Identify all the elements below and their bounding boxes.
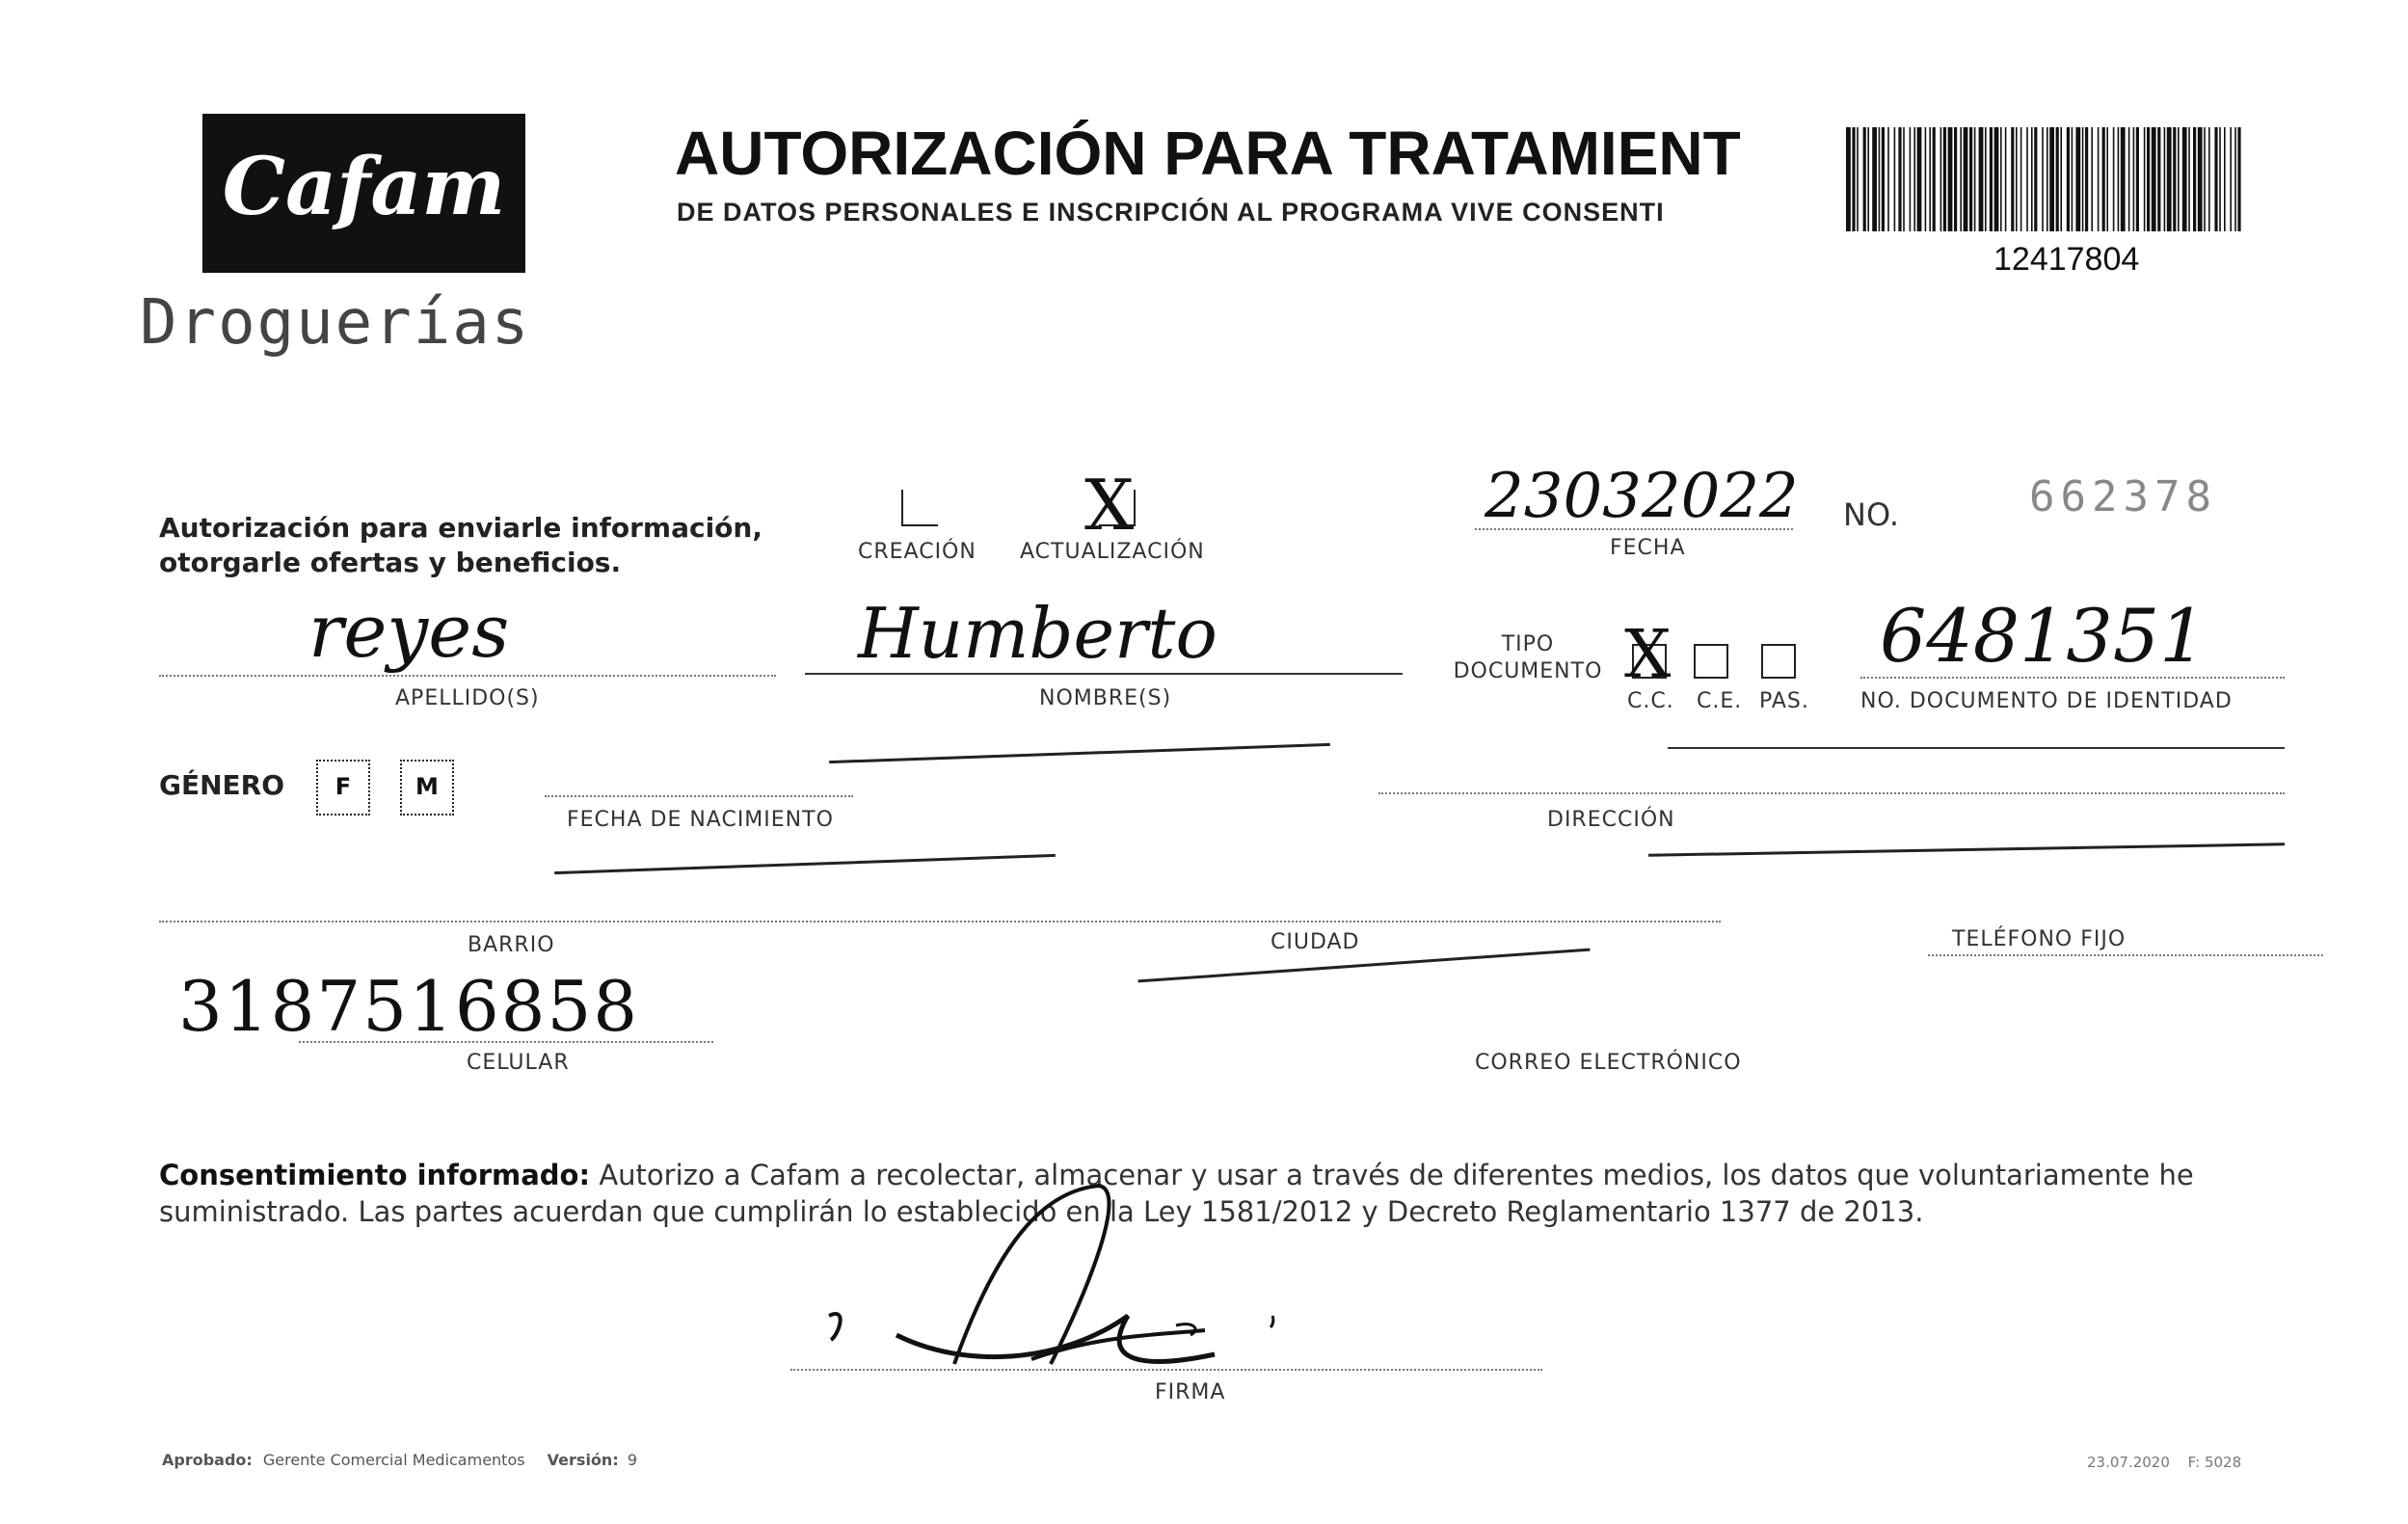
creacion-label: CREACIÓN — [858, 540, 977, 564]
ciudad-underline-stroke — [1137, 949, 1590, 983]
doc-type-pas: PAS. — [1759, 689, 1809, 713]
doc-number-value: 6481351 — [1880, 593, 2207, 679]
consent-heading: Consentimiento informado: — [159, 1159, 591, 1191]
signature-label: FIRMA — [1155, 1380, 1226, 1404]
actualizacion-label: ACTUALIZACIÓN — [1020, 540, 1205, 564]
celular-label: CELULAR — [467, 1051, 570, 1075]
date-code: 23.07.2020 — [2087, 1454, 2170, 1471]
barrio-label: BARRIO — [468, 933, 555, 957]
no-value: 662378 — [2029, 472, 2217, 521]
genero-m-checkbox[interactable] — [400, 760, 454, 815]
doc-number-line — [1860, 677, 2285, 679]
actualizacion-mark: X — [1084, 465, 1135, 546]
genero-f-checkbox[interactable] — [316, 760, 370, 815]
apellido-label: APELLIDO(S) — [395, 686, 540, 710]
nombre-underline-stroke — [829, 743, 1330, 763]
fecha-value: 23032022 — [1485, 461, 1799, 532]
nombre-label: NOMBRE(S) — [1039, 686, 1172, 710]
no-label: NO. — [1843, 496, 1899, 533]
creacion-checkbox[interactable] — [901, 490, 938, 526]
fecha-label: FECHA — [1610, 536, 1686, 560]
signature-line — [790, 1369, 1542, 1371]
page-subtitle: DE DATOS PERSONALES E INSCRIPCIÓN AL PROGRAMA VIVE CONSENTI — [677, 198, 1665, 227]
version-label: Versión: — [547, 1451, 619, 1469]
direccion-underline-stroke — [1648, 842, 2285, 857]
apellido-line — [159, 675, 776, 677]
telefono-label: TELÉFONO FIJO — [1952, 927, 2127, 951]
apellido-value: reyes — [308, 588, 510, 674]
genero-label: GÉNERO — [159, 769, 285, 801]
page-title: AUTORIZACIÓN PARA TRATAMIENT — [675, 119, 1741, 188]
form-code: F: 5028 — [2187, 1454, 2242, 1471]
fecha-underline-stroke — [554, 854, 1056, 874]
doc-type-cc: C.C. — [1627, 689, 1674, 713]
celular-value: 3187516858 — [178, 966, 640, 1047]
footer-codes — [2087, 1454, 2241, 1471]
ciudad-label: CIUDAD — [1271, 930, 1360, 954]
doc-number-label: NO. DOCUMENTO DE IDENTIDAD — [1860, 689, 2233, 713]
ce-checkbox[interactable] — [1694, 644, 1728, 679]
aprobado-label: Aprobado: — [162, 1451, 253, 1469]
aprobado-value: Gerente Comercial Medicamentos — [262, 1451, 525, 1469]
logo-text: Cafam — [222, 141, 506, 233]
correo-label: CORREO ELECTRÓNICO — [1475, 1051, 1742, 1075]
barrio-line — [159, 921, 1721, 922]
footer-approval — [162, 1451, 637, 1469]
cafam-logo — [202, 114, 525, 273]
fecha-line — [1475, 528, 1793, 530]
brand-subtitle: Droguerías — [140, 287, 531, 359]
telefono-line — [1928, 954, 2323, 956]
barcode-number: 12417804 — [1993, 241, 2140, 278]
signature-drawing — [810, 1171, 1311, 1393]
nombre-value: Humberto — [858, 593, 1217, 674]
fecha-nacimiento-label: FECHA DE NACIMIENTO — [567, 808, 834, 832]
cc-mark: X — [1624, 617, 1672, 693]
nombre-line — [805, 673, 1403, 675]
genero-f-label: F — [334, 773, 352, 800]
intro-text: Autorización para enviarle información, otorgarle ofertas y beneficios. — [159, 512, 763, 578]
doc-underline-stroke — [1668, 747, 2285, 749]
barcode — [1846, 127, 2241, 233]
fecha-nacimiento-line — [545, 795, 853, 797]
consent-body: Autorizo a Cafam a recolectar, almacenar y usar a través de diferentes medios, los datos que voluntariamente he suministrado. Las partes acuerdan que cumplirán lo establecido en la Ley 1581/2012 y Decreto Reglamentario 1377 de 2013. — [159, 1159, 2194, 1228]
genero-m-label: M — [415, 773, 439, 800]
tipo-documento-label: TIPO DOCUMENTO — [1453, 632, 1603, 683]
version-value: 9 — [627, 1451, 637, 1469]
celular-line — [299, 1041, 713, 1043]
pas-checkbox[interactable] — [1761, 644, 1796, 679]
direccion-label: DIRECCIÓN — [1547, 808, 1675, 832]
direccion-line — [1378, 792, 2285, 794]
doc-type-ce: C.E. — [1697, 689, 1743, 713]
